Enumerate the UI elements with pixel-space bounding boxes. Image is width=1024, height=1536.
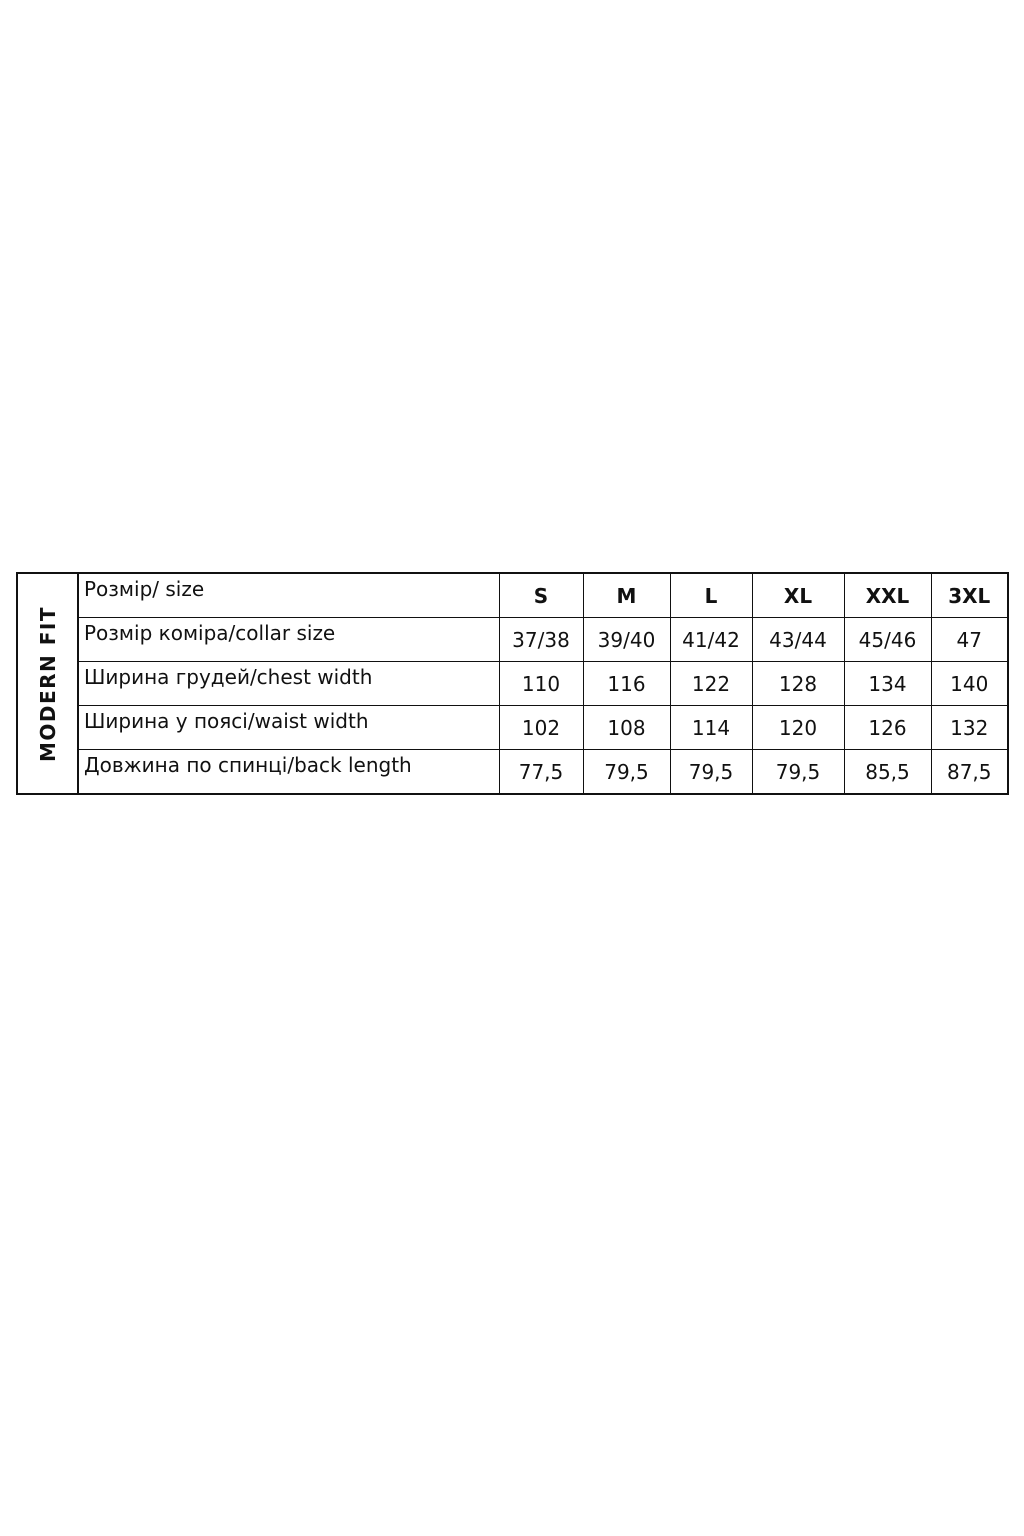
size-header-cell: L [670, 573, 752, 618]
table-cell: 132 [931, 706, 1008, 750]
header-label: Розмір/ size [78, 573, 499, 618]
row-label: Розмір коміра/collar size [78, 618, 499, 662]
table-cell: 41/42 [670, 618, 752, 662]
table-cell: 140 [931, 662, 1008, 706]
table-cell: 122 [670, 662, 752, 706]
collar-size-row [17, 618, 1008, 662]
table-cell: 126 [844, 706, 931, 750]
table-cell: 79,5 [670, 750, 752, 795]
table-cell: 108 [583, 706, 670, 750]
chest-width-row [17, 662, 1008, 706]
table-cell: 85,5 [844, 750, 931, 795]
table-cell: 37/38 [499, 618, 583, 662]
fit-label: MODERN FIT [35, 605, 60, 762]
table-cell: 79,5 [583, 750, 670, 795]
row-label: Ширина грудей/chest width [78, 662, 499, 706]
table-cell: 128 [752, 662, 844, 706]
table-cell: 47 [931, 618, 1008, 662]
size-header-row [17, 573, 1008, 618]
size-chart-table [16, 572, 1009, 795]
row-label: Довжина по спинці/back length [78, 750, 499, 795]
table-cell: 110 [499, 662, 583, 706]
table-cell: 120 [752, 706, 844, 750]
fit-label-cell [17, 573, 78, 794]
table-cell: 43/44 [752, 618, 844, 662]
table-cell: 102 [499, 706, 583, 750]
table-cell: 79,5 [752, 750, 844, 795]
table-cell: 114 [670, 706, 752, 750]
table-cell: 45/46 [844, 618, 931, 662]
size-header-cell: XXL [844, 573, 931, 618]
table-cell: 77,5 [499, 750, 583, 795]
size-header-cell: 3XL [931, 573, 1008, 618]
size-header-cell: S [499, 573, 583, 618]
table-cell: 116 [583, 662, 670, 706]
size-header-cell: M [583, 573, 670, 618]
table-cell: 39/40 [583, 618, 670, 662]
row-label: Ширина у поясі/waist width [78, 706, 499, 750]
table-cell: 87,5 [931, 750, 1008, 795]
size-header-cell: XL [752, 573, 844, 618]
table-cell: 134 [844, 662, 931, 706]
waist-width-row [17, 706, 1008, 750]
back-length-row [17, 750, 1008, 795]
